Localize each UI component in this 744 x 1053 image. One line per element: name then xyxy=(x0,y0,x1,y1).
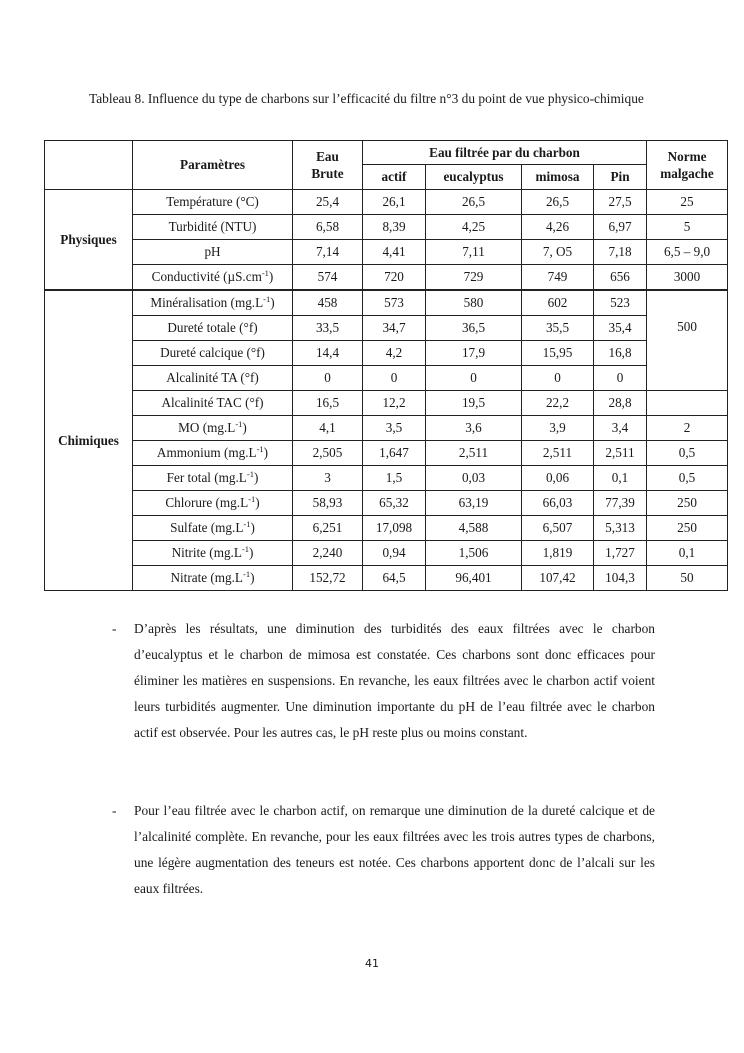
cell-actif: 573 xyxy=(363,290,426,316)
cell-mimosa: 35,5 xyxy=(522,316,594,341)
cell-norme: 250 xyxy=(647,491,728,516)
cell-brute: 0 xyxy=(293,366,363,391)
param-sup: -1 xyxy=(261,268,269,278)
param-text: Nitrite (mg.L xyxy=(171,545,242,560)
cell-norme: 0,5 xyxy=(647,441,728,466)
cell-norme-merged xyxy=(647,290,728,391)
cell-actif: 34,7 xyxy=(363,316,426,341)
bullet-text: D’après les résultats, une diminution des turbidités des eaux filtrées avec le charbon d’eucalyptus et le charbon de mimosa est constatée. Ces charbons sont donc efficaces pour éliminer les matières en suspensions. En revanche, les eaux filtrées avec le charbon actif voient leurs turbidités augmenter. Une diminution importante du pH de l’eau filtrée avec le charbon actif est observée. Pour les autres cas, le pH reste plus ou moins constant. xyxy=(134,621,655,740)
cell-param xyxy=(133,466,293,491)
header-actif: actif xyxy=(363,165,426,190)
cell-param xyxy=(133,541,293,566)
cell-actif: 26,1 xyxy=(363,190,426,215)
cell-mimosa: 22,2 xyxy=(522,391,594,416)
cell-actif: 17,098 xyxy=(363,516,426,541)
cell-brute: 25,4 xyxy=(293,190,363,215)
param-sup: -1 xyxy=(241,544,249,554)
table-row xyxy=(45,491,728,516)
cell-eucalyptus: 0 xyxy=(426,366,522,391)
cell-mimosa: 7, O5 xyxy=(522,240,594,265)
param-text: Ammonium (mg.L xyxy=(156,445,257,460)
bullet-paragraph xyxy=(112,798,655,902)
cell-pin: 0 xyxy=(594,366,647,391)
param-sup: -1 xyxy=(248,494,256,504)
header-norme-label: Norme malgache xyxy=(660,149,714,181)
physico-chemical-table xyxy=(44,140,728,591)
header-pin: Pin xyxy=(594,165,647,190)
cell-param xyxy=(133,265,293,291)
cell-norme: 3000 xyxy=(647,265,728,291)
cell-brute: 4,1 xyxy=(293,416,363,441)
header-mimosa: mimosa xyxy=(522,165,594,190)
cell-eucalyptus: 17,9 xyxy=(426,341,522,366)
cell-mimosa: 0 xyxy=(522,366,594,391)
cell-mimosa: 26,5 xyxy=(522,190,594,215)
param-text: Fer total (mg.L xyxy=(166,470,247,485)
cell-pin: 28,8 xyxy=(594,391,647,416)
cell-mimosa: 4,26 xyxy=(522,215,594,240)
cell-eucalyptus: 26,5 xyxy=(426,190,522,215)
header-blank xyxy=(45,141,133,190)
table-caption: Tableau 8. Influence du type de charbons sur l’efficacité du filtre n°3 du point de vue physico-chimique xyxy=(89,91,644,106)
cell-norme: 500 xyxy=(677,319,697,334)
cell-norme-empty xyxy=(647,391,728,416)
param-sup: -1 xyxy=(246,469,254,479)
cell-eucalyptus: 7,11 xyxy=(426,240,522,265)
table-row xyxy=(45,341,728,366)
cell-eucalyptus: 4,25 xyxy=(426,215,522,240)
cell-brute: 7,14 xyxy=(293,240,363,265)
cell-eucalyptus: 36,5 xyxy=(426,316,522,341)
param-text: Minéralisation (mg.L xyxy=(150,295,264,310)
cell-actif: 8,39 xyxy=(363,215,426,240)
cell-pin: 77,39 xyxy=(594,491,647,516)
param-sup: -1 xyxy=(243,569,251,579)
cell-pin: 16,8 xyxy=(594,341,647,366)
cell-norme: 50 xyxy=(647,566,728,591)
cell-actif: 65,32 xyxy=(363,491,426,516)
cell-eucalyptus: 63,19 xyxy=(426,491,522,516)
group-physiques: Physiques xyxy=(45,190,133,291)
param-text: MO (mg.L xyxy=(178,420,236,435)
param-text: Chlorure (mg.L xyxy=(165,495,249,510)
table-row xyxy=(45,316,728,341)
cell-eucalyptus: 580 xyxy=(426,290,522,316)
cell-brute: 2,240 xyxy=(293,541,363,566)
cell-eucalyptus: 19,5 xyxy=(426,391,522,416)
cell-param: Alcalinité TA (°f) xyxy=(133,366,293,391)
param-end: ) xyxy=(253,470,259,485)
cell-actif: 12,2 xyxy=(363,391,426,416)
cell-eucalyptus: 96,401 xyxy=(426,566,522,591)
param-end: ) xyxy=(270,295,275,310)
table-row xyxy=(45,516,728,541)
cell-actif: 4,2 xyxy=(363,341,426,366)
param-end: ) xyxy=(250,520,255,535)
cell-param xyxy=(133,516,293,541)
cell-actif: 3,5 xyxy=(363,416,426,441)
cell-mimosa: 1,819 xyxy=(522,541,594,566)
cell-actif: 1,647 xyxy=(363,441,426,466)
param-end: ) xyxy=(263,445,269,460)
cell-param: Dureté totale (°f) xyxy=(133,316,293,341)
header-parametres: Paramètres xyxy=(133,141,293,190)
cell-pin: 656 xyxy=(594,265,647,291)
cell-mimosa: 602 xyxy=(522,290,594,316)
cell-actif: 0 xyxy=(363,366,426,391)
header-eau-filtree: Eau filtrée par du charbon xyxy=(363,141,647,165)
header-eau-brute-label: Eau Brute xyxy=(311,149,344,181)
cell-mimosa: 2,511 xyxy=(522,441,594,466)
param-end: ) xyxy=(250,570,255,585)
param-text: Sulfate (mg.L xyxy=(170,520,244,535)
cell-mimosa: 749 xyxy=(522,265,594,291)
cell-pin: 6,97 xyxy=(594,215,647,240)
header-eucalyptus: eucalyptus xyxy=(426,165,522,190)
param-text: Conductivité (µS.cm xyxy=(151,269,262,284)
cell-brute: 2,505 xyxy=(293,441,363,466)
table-row xyxy=(45,441,728,466)
cell-brute: 574 xyxy=(293,265,363,291)
cell-norme: 6,5 – 9,0 xyxy=(647,240,728,265)
param-sup: -1 xyxy=(235,419,243,429)
param-end: ) xyxy=(249,545,254,560)
cell-brute: 458 xyxy=(293,290,363,316)
cell-pin: 3,4 xyxy=(594,416,647,441)
cell-pin: 1,727 xyxy=(594,541,647,566)
cell-param xyxy=(133,566,293,591)
table-row xyxy=(45,566,728,591)
param-text: Nitrate (mg.L xyxy=(170,570,243,585)
table-row xyxy=(45,215,728,240)
table-row xyxy=(45,265,728,291)
cell-actif: 64,5 xyxy=(363,566,426,591)
cell-norme: 25 xyxy=(647,190,728,215)
param-end: ) xyxy=(255,495,260,510)
cell-norme: 0,5 xyxy=(647,466,728,491)
param-end: ) xyxy=(242,420,247,435)
cell-mimosa: 66,03 xyxy=(522,491,594,516)
cell-param xyxy=(133,290,293,316)
cell-mimosa: 6,507 xyxy=(522,516,594,541)
cell-pin: 27,5 xyxy=(594,190,647,215)
cell-norme: 0,1 xyxy=(647,541,728,566)
cell-pin: 5,313 xyxy=(594,516,647,541)
cell-norme: 250 xyxy=(647,516,728,541)
cell-mimosa: 15,95 xyxy=(522,341,594,366)
cell-param: Alcalinité TAC (°f) xyxy=(133,391,293,416)
cell-norme: 2 xyxy=(647,416,728,441)
param-sup: -1 xyxy=(256,444,264,454)
cell-brute: 6,58 xyxy=(293,215,363,240)
cell-param xyxy=(133,491,293,516)
param-sup: -1 xyxy=(263,294,271,304)
cell-param: Température (°C) xyxy=(133,190,293,215)
cell-mimosa: 107,42 xyxy=(522,566,594,591)
cell-eucalyptus: 4,588 xyxy=(426,516,522,541)
cell-pin: 2,511 xyxy=(594,441,647,466)
header-norme xyxy=(647,141,728,190)
cell-param: pH xyxy=(133,240,293,265)
cell-param xyxy=(133,416,293,441)
cell-brute: 16,5 xyxy=(293,391,363,416)
cell-actif: 4,41 xyxy=(363,240,426,265)
group-chimiques: Chimiques xyxy=(45,290,133,591)
table-row xyxy=(45,466,728,491)
table-row xyxy=(45,290,728,316)
param-end: ) xyxy=(268,269,274,284)
cell-param: Turbidité (NTU) xyxy=(133,215,293,240)
cell-mimosa: 0,06 xyxy=(522,466,594,491)
cell-actif: 0,94 xyxy=(363,541,426,566)
cell-brute: 58,93 xyxy=(293,491,363,516)
cell-actif: 720 xyxy=(363,265,426,291)
bullet-paragraph xyxy=(112,616,655,746)
cell-eucalyptus: 729 xyxy=(426,265,522,291)
cell-mimosa: 3,9 xyxy=(522,416,594,441)
bullet-dash: - xyxy=(112,803,117,818)
cell-pin: 35,4 xyxy=(594,316,647,341)
cell-pin: 0,1 xyxy=(594,466,647,491)
cell-param: Dureté calcique (°f) xyxy=(133,341,293,366)
bullet-dash: - xyxy=(112,621,117,636)
param-sup: -1 xyxy=(243,519,251,529)
cell-brute: 33,5 xyxy=(293,316,363,341)
bullet-text: Pour l’eau filtrée avec le charbon actif, on remarque une diminution de la dureté calcique et de l’alcalinité complète. En revanche, pour les eaux filtrées avec les trois autres types de charbons, une légère augmentation des teneurs est notée. Ces charbons apportent donc de l’alcali sur les eaux filtrées. xyxy=(134,803,655,896)
cell-pin: 7,18 xyxy=(594,240,647,265)
cell-norme: 5 xyxy=(647,215,728,240)
cell-param xyxy=(133,441,293,466)
cell-actif: 1,5 xyxy=(363,466,426,491)
cell-eucalyptus: 3,6 xyxy=(426,416,522,441)
table-row xyxy=(45,541,728,566)
cell-pin: 104,3 xyxy=(594,566,647,591)
cell-eucalyptus: 0,03 xyxy=(426,466,522,491)
cell-eucalyptus: 2,511 xyxy=(426,441,522,466)
table-row xyxy=(45,391,728,416)
cell-brute: 152,72 xyxy=(293,566,363,591)
table-row xyxy=(45,366,728,391)
table-row xyxy=(45,416,728,441)
cell-eucalyptus: 1,506 xyxy=(426,541,522,566)
cell-brute: 3 xyxy=(293,466,363,491)
table-row xyxy=(45,190,728,215)
cell-brute: 14,4 xyxy=(293,341,363,366)
cell-pin: 523 xyxy=(594,290,647,316)
cell-brute: 6,251 xyxy=(293,516,363,541)
page-number: 41 xyxy=(365,957,379,970)
table-row xyxy=(45,240,728,265)
header-eau-brute xyxy=(293,141,363,190)
